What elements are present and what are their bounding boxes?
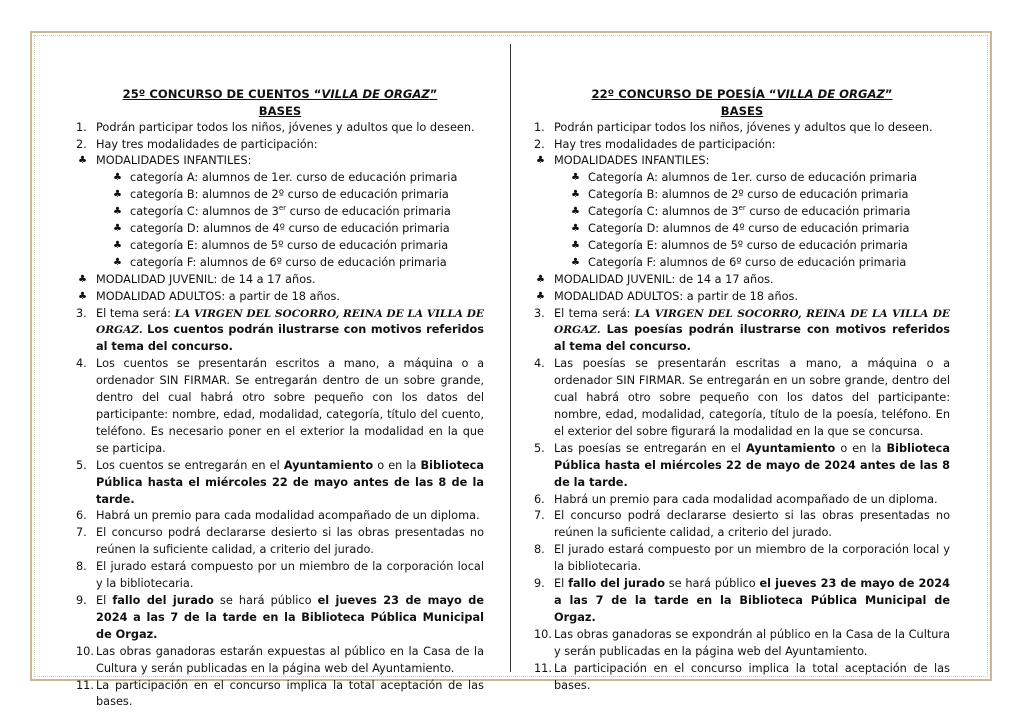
rule-number: 3. — [534, 306, 545, 320]
title-name: VILLA DE ORGAZ — [776, 87, 885, 101]
category-text: categoría C: alumnos de 3 — [130, 205, 279, 219]
rule-text-bold: Ayuntamiento — [283, 458, 374, 472]
rule-text: Las obras ganadoras estarán expuestas al público en la Casa de la Cultura y serán publicadas en la página web del Ayuntamiento. — [96, 644, 484, 675]
club-icon: ♣ — [571, 172, 580, 184]
rule-text: El concurso podrá declararse desierto si las obras presentadas no reúnen la suficiente calidad, a criterio del jurado. — [96, 526, 484, 557]
category-item — [76, 221, 484, 238]
modalidad-adultos — [534, 289, 950, 306]
rule-text: o en la — [835, 441, 887, 455]
rule-2 — [76, 137, 484, 154]
rule-1 — [534, 120, 950, 137]
cuentos-title — [76, 86, 484, 103]
rule-text: Hay tres modalidades de participación: — [554, 137, 776, 151]
rule-number: 10. — [76, 644, 94, 658]
rule-number: 9. — [534, 577, 545, 591]
poesia-column — [534, 86, 950, 694]
rule-text-bold: fallo del jurado — [568, 577, 665, 591]
club-icon: ♣ — [571, 189, 580, 201]
club-icon: ♣ — [113, 189, 122, 201]
modalidad-juvenil — [534, 272, 950, 289]
rule-text: Las poesías se entregarán en el — [554, 441, 746, 455]
rule-number: 3. — [76, 306, 87, 320]
club-icon: ♣ — [78, 155, 87, 167]
rule-10 — [76, 644, 484, 678]
rule-number: 1. — [534, 120, 545, 134]
superscript: er — [738, 204, 746, 213]
rule-7 — [534, 508, 950, 542]
rule-number: 6. — [76, 509, 87, 523]
category-item — [534, 221, 950, 238]
rule-text: El tema será: — [96, 306, 175, 320]
rule-3 — [76, 306, 484, 357]
rule-text: Podrán participar todos los niños, jóvenes y adultos que lo deseen. — [554, 120, 933, 134]
rule-number: 11. — [76, 678, 94, 692]
rule-4 — [76, 356, 484, 457]
rule-text: El jurado estará compuesto por un miembro de la corporación local y la bibliotecaria. — [96, 560, 484, 591]
rule-text: Habrá un premio para cada modalidad acompañado de un diploma. — [554, 492, 938, 506]
rule-8 — [534, 542, 950, 576]
category-text: Categoría E: alumnos de 5º curso de educación primaria — [588, 238, 908, 252]
cuentos-column — [76, 86, 484, 711]
rule-number: 8. — [76, 560, 87, 574]
rule-number: 2. — [534, 137, 545, 151]
rule-text: o en la — [373, 458, 421, 472]
rule-text: Las poesías se presentarán escritas a mano, a máquina o a ordenador SIN FIRMAR. Se entregarán en un sobre grande, dentro del cual habrá otro sobre pequeño con los datos del participante: nombre, edad, modalidad, categoría, título de la poesía, teléfono. En el exterior del sobre figurará la modalidad en la que se concursa. — [554, 357, 950, 438]
rule-text-bold: Los cuentos podrán ilustrarse con motivos referidos al tema del concurso. — [96, 323, 484, 354]
category-text-rest: curso de educación primaria — [289, 205, 451, 219]
rule-number: 7. — [534, 509, 545, 523]
rule-text-bold: el jueves 23 de mayo de 2024 a las 7 de la tarde en la Biblioteca Pública Municipal de Orgaz. — [96, 593, 484, 641]
rule-10 — [534, 627, 950, 661]
title-prefix: 22º CONCURSO DE POESÍA “ — [591, 87, 777, 101]
rule-text: Las obras ganadoras se expondrán al público en la Casa de la Cultura y serán publicadas en la página web del Ayuntamiento. — [554, 627, 950, 658]
rule-2 — [534, 137, 950, 154]
rule-text: se hará público — [213, 593, 318, 607]
category-item — [76, 170, 484, 187]
rule-3 — [534, 306, 950, 357]
rule-number: 4. — [534, 357, 545, 371]
category-item — [534, 238, 950, 255]
modalidad-juvenil — [76, 272, 484, 289]
rule-text: El jurado estará compuesto por un miembro de la corporación local y la bibliotecaria. — [554, 543, 950, 574]
rule-9 — [534, 576, 950, 627]
category-item — [534, 187, 950, 204]
poesia-title — [534, 86, 950, 103]
category-item — [76, 204, 484, 221]
rule-6 — [76, 508, 484, 525]
rule-text: Hay tres modalidades de participación: — [96, 137, 318, 151]
poesia-subtitle: BASES — [720, 103, 764, 118]
category-text: categoría F: alumnos de 6º curso de educación primaria — [130, 255, 447, 269]
category-text: categoría D: alumnos de 4º curso de educación primaria — [130, 222, 450, 236]
rule-text: El — [554, 577, 569, 591]
rule-number: 1. — [76, 120, 87, 134]
club-icon: ♣ — [113, 172, 122, 184]
rule-text: El — [96, 593, 113, 607]
rule-text: Habrá un premio para cada modalidad acompañado de un diploma. — [96, 509, 480, 523]
theme-text: LA VIRGEN DEL SOCORRO, REINA DE LA VILLA DE ORGAZ. — [554, 307, 950, 337]
rule-text-bold: fallo del jurado — [112, 593, 214, 607]
category-text: Categoría A: alumnos de 1er. curso de educación primaria — [588, 171, 918, 185]
title-name: VILLA DE ORGAZ — [321, 87, 430, 101]
rule-number: 10. — [534, 627, 552, 641]
category-text: Categoría D: alumnos de 4º curso de educación primaria — [588, 222, 910, 236]
rule-7 — [76, 525, 484, 559]
theme-text: LA VIRGEN DEL SOCORRO, REINA DE LA VILLA DE ORGAZ. — [96, 307, 484, 337]
rule-text: Podrán participar todos los niños, jóvenes y adultos que lo deseen. — [96, 120, 475, 134]
club-icon: ♣ — [113, 206, 122, 218]
club-icon: ♣ — [571, 206, 580, 218]
rule-4 — [534, 356, 950, 441]
rule-text: MODALIDAD JUVENIL: de 14 a 17 años. — [554, 272, 774, 286]
rule-text: Los cuentos se presentarán escritos a mano, a máquina o a ordenador SIN FIRMAR. Se entregarán dentro de un sobre grande, dentro del cual habrá otro sobre pequeño con los datos del participante: nombre, edad, modalidad, categoría, título del cuento, teléfono. Es necesario poner en el exterior la modalidad en la que se participa. — [96, 357, 484, 455]
title-prefix: 25º CONCURSO DE CUENTOS “ — [122, 87, 322, 101]
category-text-rest: curso de educación primaria — [749, 205, 911, 219]
category-text: categoría E: alumnos de 5º curso de educación primaria — [130, 238, 449, 252]
club-icon: ♣ — [536, 290, 545, 302]
rule-5 — [76, 458, 484, 509]
modalidad-adultos — [76, 289, 484, 306]
rule-number: 6. — [534, 492, 545, 506]
club-icon: ♣ — [78, 273, 87, 285]
rule-6 — [534, 492, 950, 509]
category-item — [534, 204, 950, 221]
category-text: Categoría C: alumnos de 3 — [588, 205, 739, 219]
rule-text: La participación en el concurso implica la total aceptación de las bases. — [554, 661, 950, 692]
rule-text: El concurso podrá declararse desierto si las obras presentadas no reúnen la suficiente calidad, a criterio del jurado. — [554, 509, 950, 540]
rule-number: 8. — [534, 543, 545, 557]
rule-number: 5. — [76, 458, 87, 472]
rule-text: MODALIDAD JUVENIL: de 14 a 17 años. — [96, 272, 316, 286]
rule-text: El tema será: — [554, 306, 635, 320]
club-icon: ♣ — [78, 290, 87, 302]
rule-text-bold: Ayuntamiento — [745, 441, 836, 455]
category-item — [534, 170, 950, 187]
modalidades-infantiles — [534, 153, 950, 170]
category-text: Categoría B: alumnos de 2º curso de educación primaria — [588, 188, 909, 202]
rule-number: 11. — [534, 661, 552, 675]
rule-text-bold: Biblioteca Pública hasta el miércoles 22 de mayo antes de las 8 de la tarde. — [96, 458, 484, 506]
rule-1 — [76, 120, 484, 137]
category-item — [76, 255, 484, 272]
club-icon: ♣ — [571, 223, 580, 235]
category-text: categoría A: alumnos de 1er. curso de educación primaria — [130, 171, 458, 185]
title-suffix: ” — [884, 87, 893, 101]
club-icon: ♣ — [571, 256, 580, 268]
rule-number: 4. — [76, 357, 87, 371]
rule-number: 5. — [534, 441, 545, 455]
category-text: categoría B: alumnos de 2º curso de educación primaria — [130, 188, 449, 202]
rule-text: MODALIDAD ADULTOS: a partir de 18 años. — [96, 289, 341, 303]
rule-8 — [76, 559, 484, 593]
category-item — [534, 255, 950, 272]
club-icon: ♣ — [113, 223, 122, 235]
category-item — [76, 187, 484, 204]
club-icon: ♣ — [113, 239, 122, 251]
club-icon: ♣ — [536, 273, 545, 285]
rule-11 — [76, 678, 484, 712]
rule-text: MODALIDADES INFANTILES: — [96, 154, 252, 168]
club-icon: ♣ — [113, 256, 122, 268]
rule-text-bold: Las poesías podrán ilustrarse con motivos referidos al tema del concurso. — [554, 323, 950, 354]
rule-text: La participación en el concurso implica la total aceptación de las bases. — [96, 678, 484, 709]
column-divider — [510, 44, 511, 672]
superscript: er — [278, 204, 287, 213]
rule-number: 9. — [76, 593, 87, 607]
rule-5 — [534, 441, 950, 492]
rule-number: 2. — [76, 137, 87, 151]
club-icon: ♣ — [536, 155, 545, 167]
modalidades-infantiles — [76, 153, 484, 170]
cuentos-subtitle: BASES — [258, 103, 302, 118]
rule-11 — [534, 661, 950, 695]
club-icon: ♣ — [571, 239, 580, 251]
category-text: Categoría F: alumnos de 6º curso de educación primaria — [588, 255, 907, 269]
rule-text-bold: Biblioteca Pública hasta el miércoles 22 de mayo de 2024 antes de las 8 de la tarde. — [554, 441, 950, 489]
rule-9 — [76, 593, 484, 644]
rule-text: MODALIDAD ADULTOS: a partir de 18 años. — [554, 289, 799, 303]
title-suffix: ” — [429, 87, 438, 101]
category-item — [76, 238, 484, 255]
rule-number: 7. — [76, 526, 87, 540]
rule-text: se hará público — [664, 577, 760, 591]
rule-text: Los cuentos se entregarán en el — [96, 458, 284, 472]
rule-text-bold: el jueves 23 de mayo de 2024 a las 7 de la tarde en la Biblioteca Pública Municipal de Orgaz. — [554, 577, 950, 624]
rule-text: MODALIDADES INFANTILES: — [554, 154, 710, 168]
